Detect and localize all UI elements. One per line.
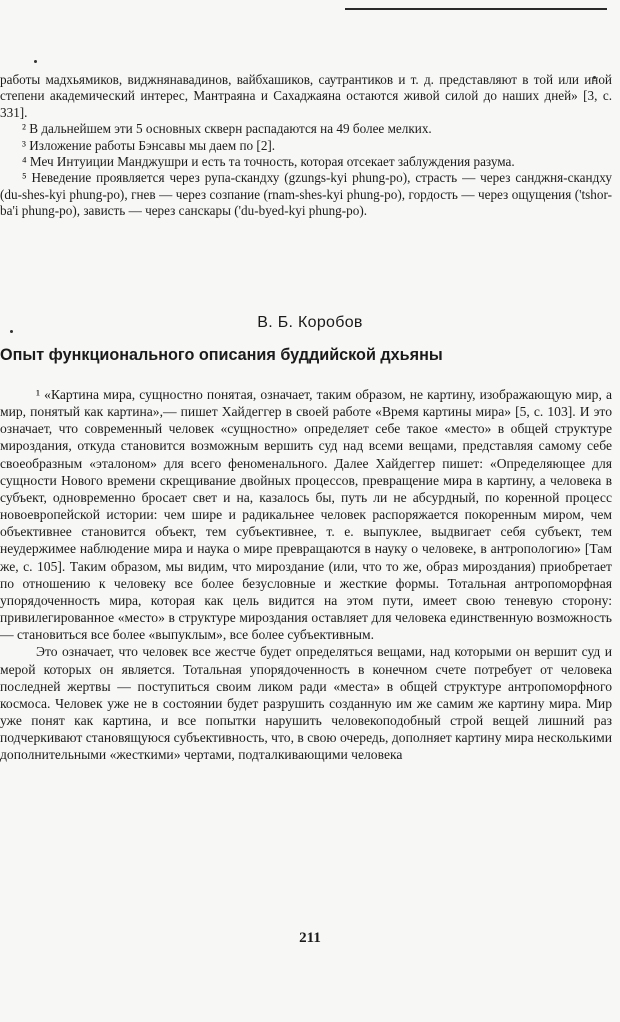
footnote-continuation: работы мадхьямиков, виджнянавадинов, вайбхашиков, саутрантиков и т. д. представляют в той или иной степени академический интерес, Мантраяна и Сахаджаяна остаются живой силой до наших дней» [3, с. 331].	[0, 72, 612, 120]
page-number: 211	[299, 930, 321, 946]
body-paragraph: Это означает, что человек все жестче будет определяться вещами, над которыми он вершит суд и мерой которых он является. Тотальная упорядоченность в конечном счете потребует от человека последней жертвы — поступиться своим ликом ради «места» в общей структуре антропоморфного космоса. Человек уже не в состоянии будет разрушить созданную им же самим же картину мира. Мир уже понят как картина, и все попытки нарушить человекоподобный строй вещей лишний раз подчеркивают становящуюся субъективность, что, в свою очередь, дополняет картину мира несколькими дополнительными «жесткими» чертами, подталкивающими человека	[0, 644, 612, 763]
header-rule	[345, 8, 607, 10]
article-title: Опыт функционального описания буддийской дхьяны	[0, 346, 443, 364]
footnotes-block	[0, 72, 612, 220]
scan-speck	[34, 60, 37, 63]
article-body	[0, 386, 612, 763]
footnote-2: ² В дальнейшем эти 5 основных скверн распадаются на 49 более мелких.	[22, 121, 432, 137]
footnote-5: ⁵ Неведение проявляется через рупа-скандху (gzungs-kyi phung-po), страсть — через санджня-скандху (du-shes-kyi phung-po), гнев — через созпание (rnam-shes-kyi phung-po), гордость — через ощущения ('tshor-ba'i phung-po), зависть — через санскары ('du-byed-kyi phung-po).	[0, 170, 612, 219]
footnote-4: ⁴ Меч Интуиции Манджушри и есть та точность, которая отсекает заблуждения разума.	[22, 154, 515, 170]
body-paragraph: ¹ «Картина мира, сущностно понятая, означает, таким образом, не картину, изображающую мир, а мир, понятый как картина»,— пишет Хайдеггер в своей работе «Время картины мира» [5, с. 103]. И это означает, что современный человек «сущностно» определяет себе такое «место» в общей структуре мироздания, откуда становится возможным вершить суд над всеми вещами, представляя самому себе своеобразным «эталоном» для всего феноменального. Далее Хайдеггер пишет: «Определяющее для сущности Нового времени скрещивание двойных процессов, превращение мира в картину, а человека в субъект, одновременно бросает свет и на, казалось бы, путь ли не абсурдный, по коренной процесс новоевропейской истории: чем шире и радикальнее человек распоряжается покоренным миром, чем объективнее становится объект, тем субъективнее, т. е. выпуклее, выдвигает себя субъект, тем неудержимее наблюдение мира и наука о мире превращаются в науку о человеке, в антропологию» [Там же, с. 105]. Таким образом, мы видим, что мироздание (или, что то же, образ мироздания) приобретает по отношению к человеку все более безусловные и жесткие формы. Тотальная антропоморфная упорядоченность мира, которая как цель видится на этом пути, имеет свою теневую сторону: привилегированное «место» в структуре мироздания оставляет для человека единственную возможность — становиться все более «выпуклым», все более субъективным.	[0, 387, 612, 643]
footnote-3: ³ Изложение работы Бэнсавы мы даем по [2].	[22, 137, 276, 153]
article-author: В. Б. Коробов	[257, 314, 363, 331]
